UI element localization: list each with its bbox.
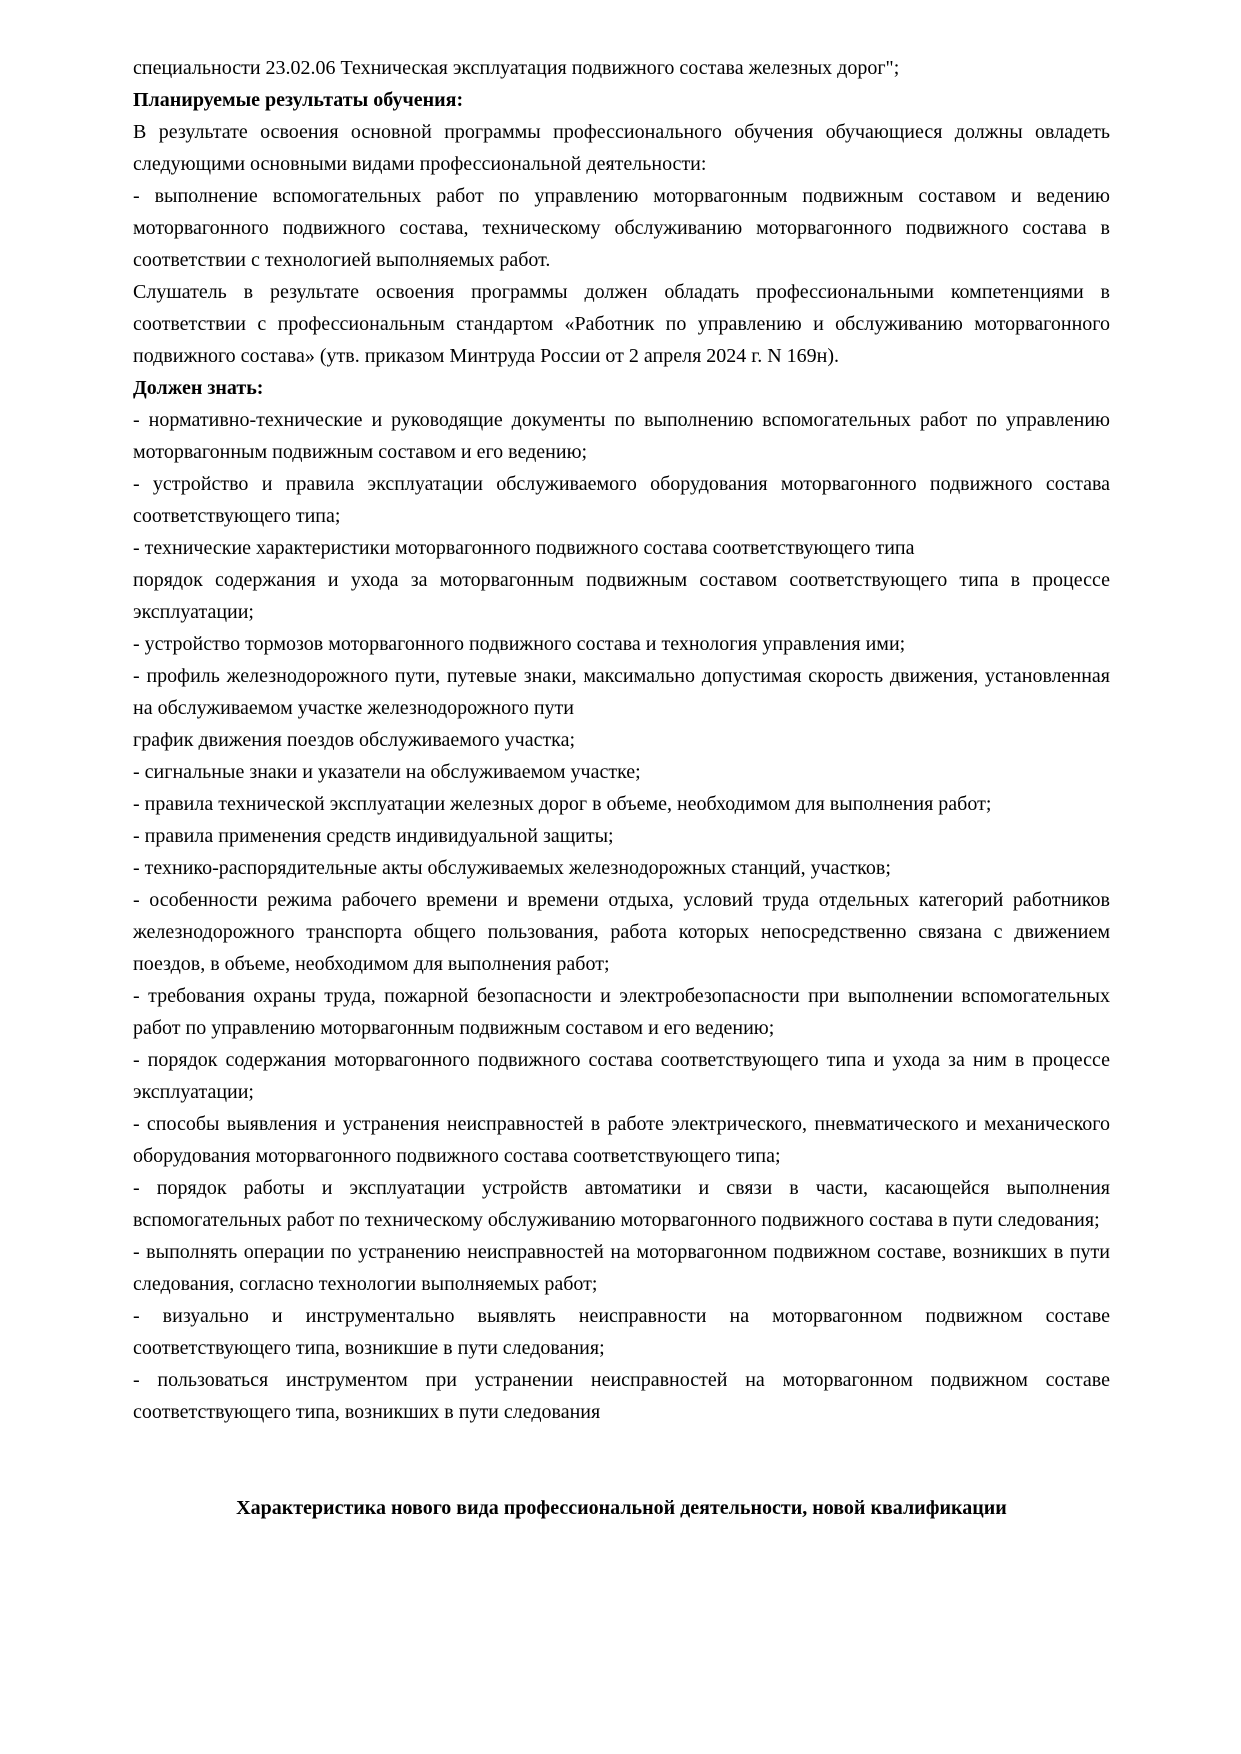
list-item: - технические характеристики моторвагонного подвижного состава соответствующего типа xyxy=(133,537,915,559)
list-item: - технико-распорядительные акты обслуживаемых железнодорожных станций, участков; xyxy=(133,857,891,879)
list-item: порядок содержания и ухода за моторвагонным подвижным составом соответствующего типа в процессе эксплуатации; xyxy=(133,569,1110,623)
list-item: - устройство и правила эксплуатации обслуживаемого оборудования моторвагонного подвижного состава соответствующего типа; xyxy=(133,473,1110,527)
list-item: - порядок содержания моторвагонного подвижного состава соответствующего типа и ухода за ним в процессе эксплуатации; xyxy=(133,1049,1110,1103)
list-item: - сигнальные знаки и указатели на обслуживаемом участке; xyxy=(133,761,641,783)
list-item: - пользоваться инструментом при устранении неисправностей на моторвагонном подвижном составе соответствующего типа, возникших в пути следования xyxy=(133,1369,1110,1423)
list-item: - особенности режима рабочего времени и времени отдыха, условий труда отдельных категорий работников железнодорожного транспорта общего пользования, работа которых непосредственно связана с движением поездов, в объеме, необходимом для выполнения работ; xyxy=(133,889,1110,975)
paragraph-professional-standard: Слушатель в результате освоения программы должен обладать профессиональными компетенциями в соответствии с профессиональным стандартом «Работник по управлению и обслуживанию моторвагонного подвижного состава» (утв. приказом Минтруда России от 2 апреля 2024 г. N 169н). xyxy=(133,281,1110,367)
list-item: - правила технической эксплуатации железных дорог в объеме, необходимом для выполнения работ; xyxy=(133,793,992,815)
list-item: - способы выявления и устранения неисправностей в работе электрического, пневматического и механического оборудования моторвагонного подвижного состава соответствующего типа; xyxy=(133,1113,1110,1167)
heading-planned-results: Планируемые результаты обучения: xyxy=(133,89,464,111)
paragraph-specialty-line: специальности 23.02.06 Техническая эксплуатация подвижного состава железных дорог"; xyxy=(133,57,900,79)
list-item: - порядок работы и эксплуатации устройств автоматики и связи в части, касающейся выполнения вспомогательных работ по техническому обслуживанию моторвагонного подвижного состава в пути следования; xyxy=(133,1177,1110,1231)
list-item: - правила применения средств индивидуальной защиты; xyxy=(133,825,614,847)
paragraph-activity-item: - выполнение вспомогательных работ по управлению моторвагонным подвижным составом и ведению моторвагонного подвижного состава, техническому обслуживанию моторвагонного подвижного состава в соответствии с технологией выполняемых работ. xyxy=(133,185,1110,271)
section-heading-new-qualification: Характеристика нового вида профессиональной деятельности, новой квалификации xyxy=(236,1497,1007,1519)
list-item: - устройство тормозов моторвагонного подвижного состава и технология управления ими; xyxy=(133,633,906,655)
paragraph-program-overview: В результате освоения основной программы профессионального обучения обучающиеся должны овладеть следующими основными видами профессиональной деятельности: xyxy=(133,121,1110,175)
list-item: - выполнять операции по устранению неисправностей на моторвагонном подвижном составе, возникших в пути следования, согласно технологии выполняемых работ; xyxy=(133,1241,1110,1295)
heading-must-know: Должен знать: xyxy=(133,377,264,399)
list-item: - профиль железнодорожного пути, путевые знаки, максимально допустимая скорость движения, установленная на обслуживаемом участке железнодорожного пути xyxy=(133,665,1110,719)
list-item: - требования охраны труда, пожарной безопасности и электробезопасности при выполнении вспомогательных работ по управлению моторвагонным подвижным составом и его ведению; xyxy=(133,985,1110,1039)
list-item: - нормативно-технические и руководящие документы по выполнению вспомогательных работ по управлению моторвагонным подвижным составом и его ведению; xyxy=(133,409,1110,463)
list-item: - визуально и инструментально выявлять неисправности на моторвагонном подвижном составе соответствующего типа, возникшие в пути следования; xyxy=(133,1305,1110,1359)
list-item: график движения поездов обслуживаемого участка; xyxy=(133,729,576,751)
